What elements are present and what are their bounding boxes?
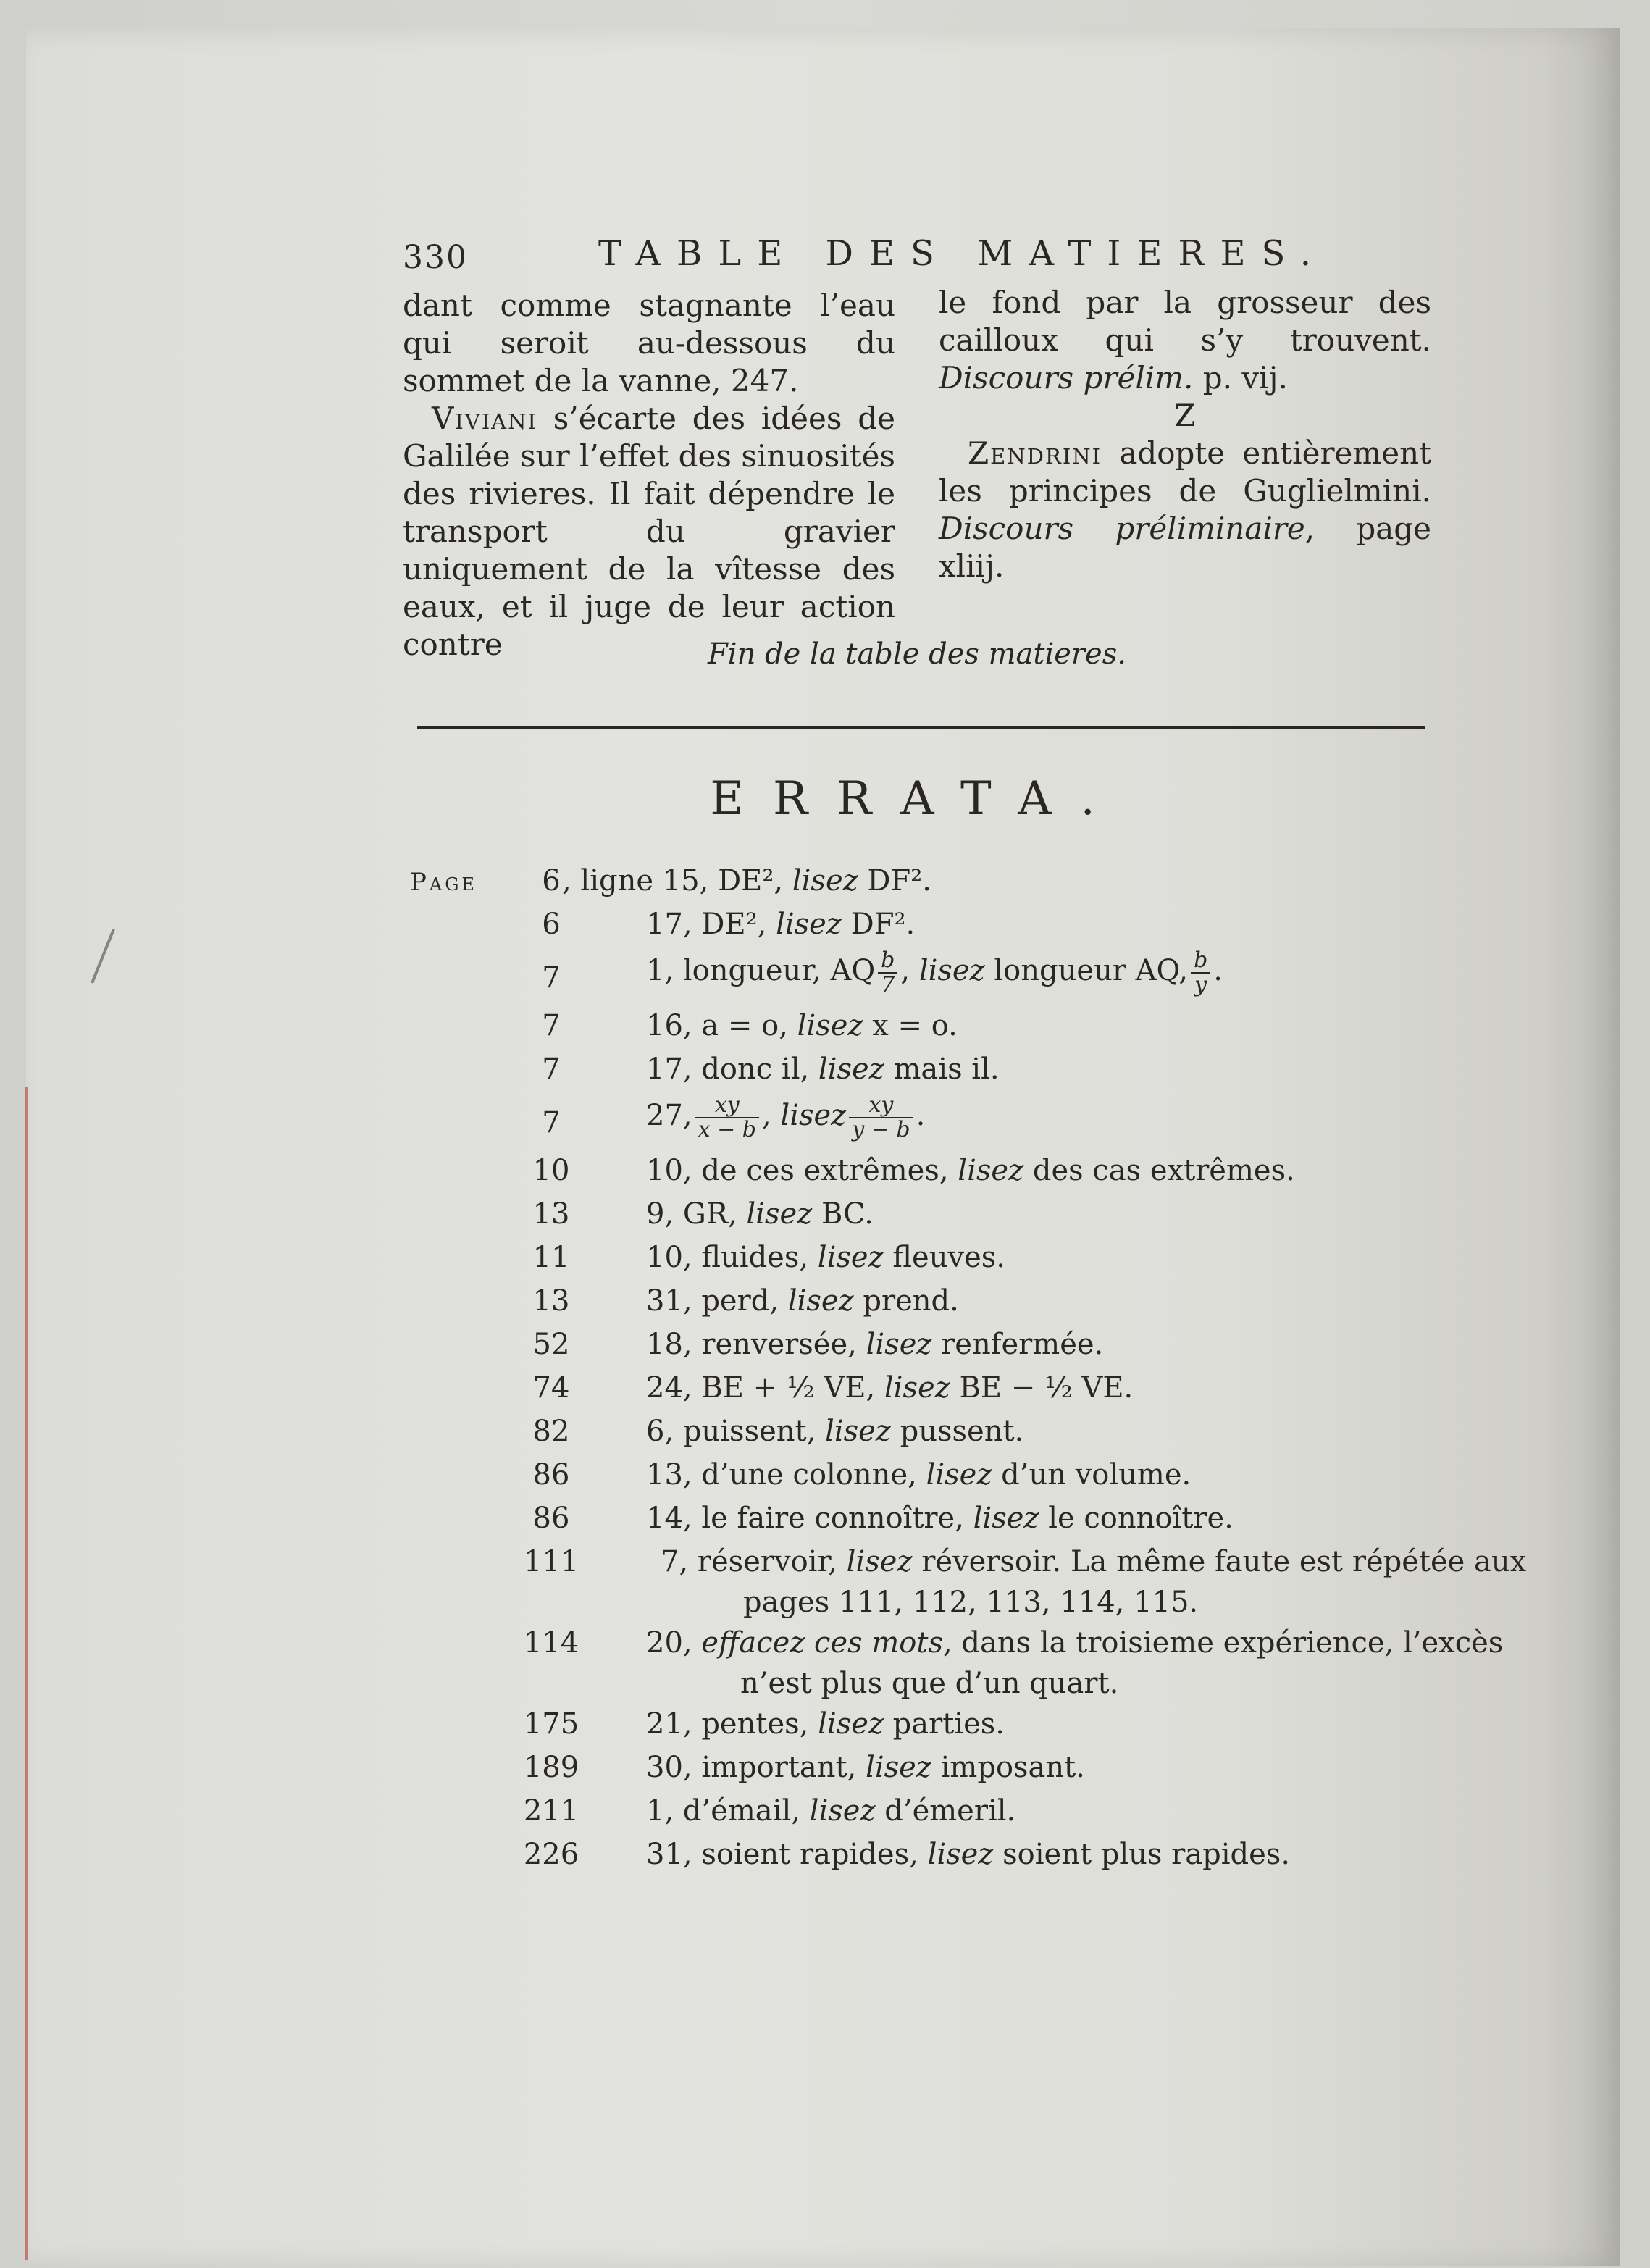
page-number: 330 bbox=[403, 239, 468, 276]
errata-row bbox=[410, 949, 1453, 1007]
errata-row bbox=[410, 1239, 1453, 1282]
errata-page: 6 bbox=[542, 864, 561, 897]
errata-row bbox=[410, 1705, 1453, 1749]
errata-page: 189 bbox=[523, 1751, 579, 1784]
errata-row bbox=[410, 1195, 1453, 1239]
errata-row bbox=[410, 1282, 1453, 1326]
errata-text: 20, effacez ces mots, dans la troisieme expérience, l’excès bbox=[646, 1626, 1504, 1660]
end-of-table-note: Fin de la table des matieres. bbox=[708, 637, 1126, 671]
errata-page: 52 bbox=[532, 1328, 570, 1361]
errata-row bbox=[410, 1326, 1453, 1369]
errata-text: 18, renversée, lisez renfermée. bbox=[646, 1328, 1104, 1361]
right-cont-text: le fond par la grosseur des cailloux qui s’y trouvent. bbox=[939, 285, 1431, 358]
errata-page: 211 bbox=[523, 1794, 579, 1828]
errata-row bbox=[410, 1094, 1453, 1152]
right-para-zendrini bbox=[939, 435, 1431, 585]
errata-page: 86 bbox=[532, 1502, 570, 1535]
errata-page: 7 bbox=[542, 1106, 561, 1139]
zendrini-name: Zendrini bbox=[968, 435, 1102, 471]
zendrini-italic: Discours préliminaire bbox=[939, 511, 1305, 546]
errata-row bbox=[410, 1007, 1453, 1050]
errata-text: 6, puissent, lisez pussent. bbox=[646, 1415, 1024, 1448]
errata-row bbox=[410, 1624, 1504, 1705]
viviani-name: Viviani bbox=[432, 401, 537, 436]
right-column bbox=[939, 284, 1431, 585]
errata-text: 9, GR, lisez BC. bbox=[646, 1197, 874, 1231]
errata-text: 10, fluides, lisez fleuves. bbox=[646, 1241, 1005, 1274]
errata-text: 10, de ces extrêmes, lisez des cas extrêmes. bbox=[646, 1154, 1295, 1187]
section-letter-z: Z bbox=[1174, 398, 1196, 433]
errata-text: 17, DE², lisez DF². bbox=[646, 908, 916, 941]
errata-row bbox=[410, 862, 1453, 905]
errata-row bbox=[410, 1836, 1453, 1879]
errata-text: 1, d’émail, lisez d’émeril. bbox=[646, 1794, 1016, 1828]
errata-page: 175 bbox=[523, 1707, 579, 1741]
errata-continuation: pages 111, 112, 113, 114, 115. bbox=[743, 1586, 1199, 1619]
errata-page: 111 bbox=[523, 1545, 579, 1578]
errata-title: ERRATA. bbox=[710, 772, 1124, 826]
page-label: Page bbox=[410, 868, 477, 897]
errata-page: 226 bbox=[523, 1838, 579, 1871]
errata-page: 7 bbox=[542, 961, 561, 995]
errata-continuation: n’est plus que d’un quart. bbox=[740, 1667, 1119, 1700]
errata-page: 82 bbox=[532, 1415, 570, 1448]
errata-page: 10 bbox=[532, 1154, 570, 1187]
errata-page: 6 bbox=[542, 908, 561, 941]
viviani-text: s’écarte des idées de Galilée sur l’effet des sinuosités des rivieres. Il fait dépendre le transport du gravier uniquement de la vîtesse des eaux, et il juge de leur action contre bbox=[403, 401, 895, 662]
errata-row bbox=[410, 1792, 1453, 1836]
errata-row bbox=[410, 905, 1453, 949]
page-header bbox=[403, 233, 1446, 277]
fraction: $\frac{xy}{x - b}$ bbox=[695, 1094, 759, 1142]
errata-row bbox=[410, 1543, 1527, 1624]
fraction: $\frac{b}{7}$ bbox=[878, 949, 897, 997]
left-para-1: dant comme stagnante l’eau qui seroit au-dessous du sommet de la vanne, 247. bbox=[403, 288, 895, 398]
errata-row bbox=[410, 1050, 1453, 1094]
right-cont-page: p. vij. bbox=[1202, 360, 1288, 396]
errata-text: , ligne 15, DE², lisez DF². bbox=[562, 864, 931, 897]
errata-page: 11 bbox=[532, 1241, 570, 1274]
zendrini-text: adopte entièrement les principes de Guglielmini. bbox=[939, 435, 1431, 509]
errata-row bbox=[410, 1456, 1453, 1499]
errata-text: 31, soient rapides, lisez soient plus rapides. bbox=[646, 1838, 1291, 1871]
errata-list bbox=[410, 862, 1527, 1879]
left-column bbox=[403, 287, 895, 664]
right-cont-italic: Discours prélim. bbox=[939, 360, 1194, 396]
errata-row bbox=[410, 1369, 1453, 1413]
zendrini-page: , page xliij. bbox=[939, 511, 1431, 584]
errata-text: 21, pentes, lisez parties. bbox=[646, 1707, 1005, 1741]
right-para-cont bbox=[939, 284, 1431, 397]
errata-row bbox=[410, 1749, 1453, 1792]
errata-text: 16, a = o, lisez x = o. bbox=[646, 1009, 958, 1042]
errata-page: 7 bbox=[542, 1053, 561, 1086]
errata-page: 7 bbox=[542, 1009, 561, 1042]
errata-page: 74 bbox=[532, 1371, 570, 1405]
errata-text: 24, BE + ½ VE, lisez BE − ½ VE. bbox=[646, 1371, 1134, 1405]
page-edge-red bbox=[25, 1087, 28, 2260]
errata-page: 114 bbox=[523, 1626, 579, 1660]
fraction: $\frac{b}{y}$ bbox=[1191, 949, 1210, 997]
errata-row bbox=[410, 1152, 1453, 1195]
errata-page: 86 bbox=[532, 1458, 570, 1491]
running-title: TABLE DES MATIERES. bbox=[598, 233, 1327, 274]
errata-page: 13 bbox=[532, 1284, 570, 1318]
horizontal-rule bbox=[417, 726, 1425, 729]
errata-text: 27, $\frac{xy}{x - b}$ , lisez $\frac{xy}{y - b}$ . bbox=[646, 1092, 926, 1142]
errata-text: 13, d’une colonne, lisez d’un volume. bbox=[646, 1458, 1192, 1491]
errata-row bbox=[410, 1499, 1453, 1543]
errata-text: 30, important, lisez imposant. bbox=[646, 1751, 1085, 1784]
errata-text: 1, longueur, AQ $\frac{b}{7}$ , lisez longueur AQ, $\frac{b}{y}$ . bbox=[646, 947, 1223, 997]
errata-text: 7, réservoir, lisez réversoir. La même faute est répétée aux bbox=[661, 1545, 1527, 1578]
left-para-2 bbox=[403, 400, 895, 664]
fraction: $\frac{xy}{y - b}$ bbox=[849, 1094, 913, 1142]
errata-text: 14, le faire connoître, lisez le connoître. bbox=[646, 1502, 1234, 1535]
errata-page: 13 bbox=[532, 1197, 570, 1231]
errata-text: 17, donc il, lisez mais il. bbox=[646, 1053, 1000, 1086]
errata-text: 31, perd, lisez prend. bbox=[646, 1284, 959, 1318]
errata-row bbox=[410, 1413, 1453, 1456]
